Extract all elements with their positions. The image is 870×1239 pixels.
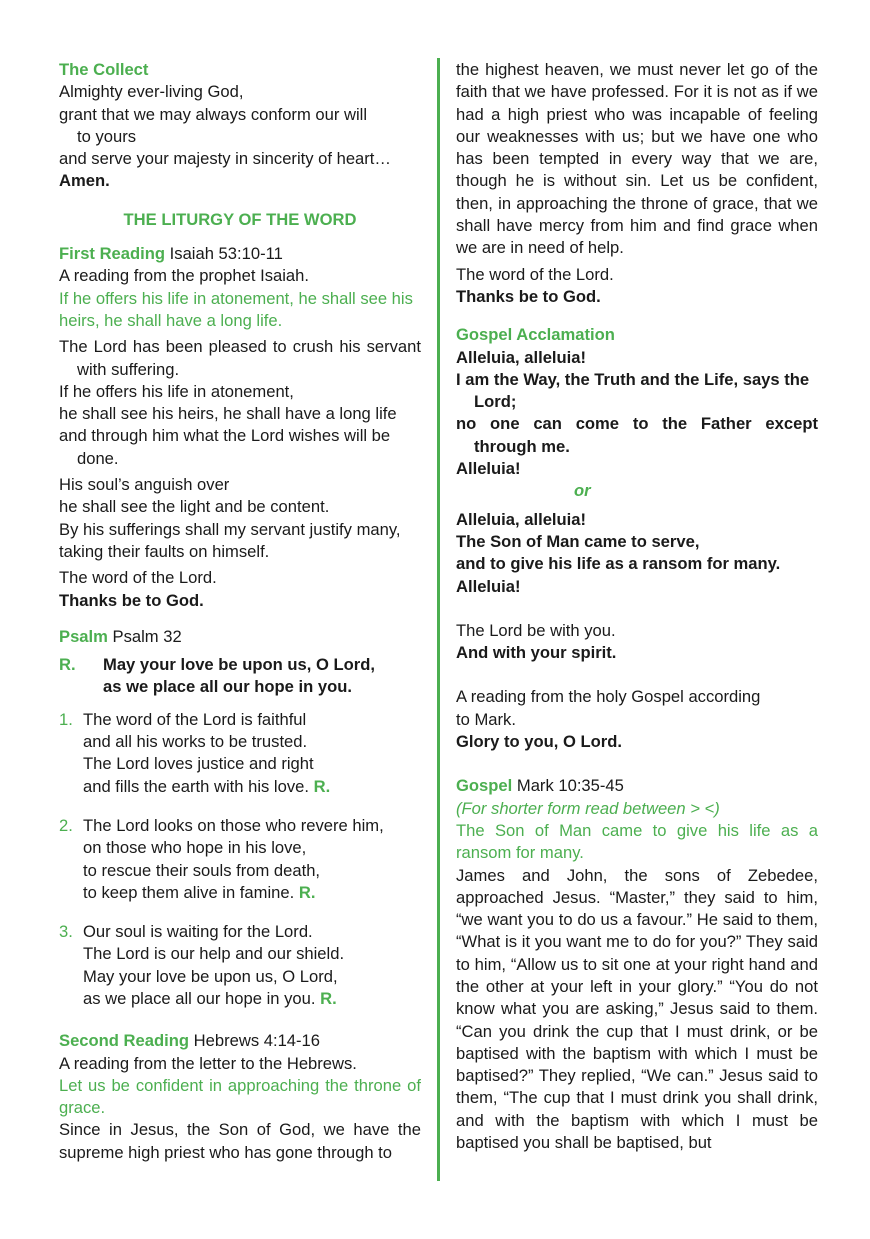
gospel-summary: The Son of Man came to give his life as a ransom for many. [456,820,818,863]
right-column [456,59,818,1154]
left-column [59,59,421,1164]
first-reading-line: taking their faults on himself. [59,541,270,561]
verse-line: The Lord is our help and our shield. [83,944,345,964]
first-reading-section [59,243,421,612]
greeting-section [456,620,818,665]
gospel-intro-response: Glory to you, O Lord. [456,732,622,752]
collect-line: to yours [77,126,137,146]
gospel-heading: Gospel [456,776,513,796]
collect-amen: Amen. [59,171,110,191]
verse-line: May your love be upon us, O Lord, [83,966,338,986]
column-divider [437,58,440,1181]
verse-line: The word of the Lord is faithful [83,709,307,729]
psalm-section [59,626,421,1010]
verse-line: Our soul is waiting for the Lord. [83,922,313,942]
greeting-priest: The Lord be with you. [456,620,616,640]
gospel-note: (For shorter form read between > <) [456,798,720,818]
psalm-verse [59,709,421,798]
liturgy-title: THE LITURGY OF THE WORD [123,209,357,229]
second-reading-continuation: the highest heaven, we must never let go of the faith that we have professed. For it is not as if we had a high priest who was incapable of feeling our weaknesses with us; but we have one who has been tempted in every way that we are, though he is without sin. Let us be confident, then, in approaching the throne of grace, that we shall have mercy from him and find grace when we are in need of help. [456,60,818,258]
acclamation-heading: Gospel Acclamation [456,325,615,345]
first-reading-line: he shall see the light and be content. [59,497,330,517]
first-reading-closing: The word of the Lord. [59,568,217,588]
acclamation-line: Alleluia, alleluia! [456,509,587,529]
first-reading-line: If he offers his life in atonement, [59,381,294,401]
verse-line: and fills the earth with his love. [83,776,309,796]
second-reading-intro: A reading from the letter to the Hebrews. [59,1053,357,1073]
gospel-section [456,775,818,1154]
first-reading-intro: A reading from the prophet Isaiah. [59,266,309,286]
first-reading-line: he shall see his heirs, he shall have a long life [59,404,397,424]
acclamation-line: The Son of Man came to serve, [456,531,700,551]
acclamation-line: I am the Way, the Truth and the Life, says the Lord; [456,369,810,412]
first-reading-heading: First Reading [59,244,166,264]
gospel-text: James and John, the sons of Zebedee, approached Jesus. “Master,” they said to him, “we want you to do us a favour.” He said to them, “What is it you want me to do for you?” They said to him, “Allow us to sit one at your right hand and the other at your left in your glory.” “You do not know what you are asking,” Jesus said to them. “Can you drink the cup that I must drink, or be baptised with the baptism with which I must be baptised?” They replied, “We can.” Jesus said to them, “The cup that I must drink you shall drink, and with the baptism with which I must be baptised you shall be baptised, but [456,865,818,1153]
psalm-verse [59,815,421,904]
verse-line: to keep them alive in famine. [83,882,295,902]
greeting-people: And with your spirit. [456,643,617,663]
first-reading-response: Thanks be to God. [59,590,204,610]
gospel-intro-section [456,686,818,753]
collect-line: Almighty ever-living God, [59,82,244,102]
acclamation-or: or [574,481,591,501]
verse-line: on those who hope in his love, [83,838,307,858]
verse-line: The Lord loves justice and right [83,754,314,774]
acclamation-line: Alleluia! [456,459,521,479]
second-reading-closing: The word of the Lord. [456,264,614,284]
collect-section [59,59,421,193]
psalm-heading: Psalm [59,626,108,646]
collect-line: grant that we may always conform our will [59,104,368,124]
psalm-response [59,654,421,699]
verse-line: The Lord looks on those who revere him, [83,815,384,835]
verse-number: 1. [59,709,73,729]
gospel-intro-line: to Mark. [456,709,516,729]
psalm-response-line: May your love be upon us, O Lord, [103,655,375,675]
first-reading-summary: If he offers his life in atonement, he shall see his heirs, he shall have a long life. [59,288,413,330]
gospel-acclamation-section [456,324,818,598]
first-reading-line: The Lord has been pleased to crush his servant with suffering. [59,337,421,379]
gospel-intro-line: A reading from the holy Gospel according [456,687,761,707]
response-label: R. [59,655,76,675]
first-reading-line: His soul’s anguish over [59,475,230,495]
first-reading-ref: Isaiah 53:10-11 [169,244,283,264]
psalm-verse [59,921,421,1010]
gospel-ref: Mark 10:35-45 [516,776,624,796]
collect-line: and serve your majesty in sincerity of heart… [59,149,392,169]
first-reading-line: and through him what the Lord wishes will be done. [59,426,391,468]
second-reading-ref: Hebrews 4:14-16 [193,1031,321,1051]
acclamation-line: and to give his life as a ransom for many. [456,554,781,574]
collect-heading: The Collect [59,60,149,79]
response-marker: R. [320,988,337,1008]
first-reading-line: By his sufferings shall my servant justify many, [59,519,401,539]
acclamation-line: Alleluia, alleluia! [456,347,587,367]
response-marker: R. [298,882,316,902]
second-reading-summary: Let us be confident in approaching the throne of grace. [59,1075,421,1118]
second-reading-section [59,1030,421,1164]
verse-line: as we place all our hope in you. [83,988,316,1008]
verse-number: 2. [59,815,73,835]
verse-line: and all his works to be trusted. [83,732,308,752]
acclamation-line: Alleluia! [456,576,521,596]
acclamation-line: no one can come to the Father except through me. [456,414,818,456]
verse-line: to rescue their souls from death, [83,860,321,880]
second-reading-heading: Second Reading [59,1031,190,1051]
psalm-ref: Psalm 32 [112,626,182,646]
response-marker: R. [313,776,331,796]
verse-number: 3. [59,922,73,942]
second-reading-text: Since in Jesus, the Son of God, we have the supreme high priest who has gone through to [59,1120,421,1162]
psalm-response-line: as we place all our hope in you. [103,677,352,697]
second-reading-response: Thanks be to God. [456,286,601,306]
